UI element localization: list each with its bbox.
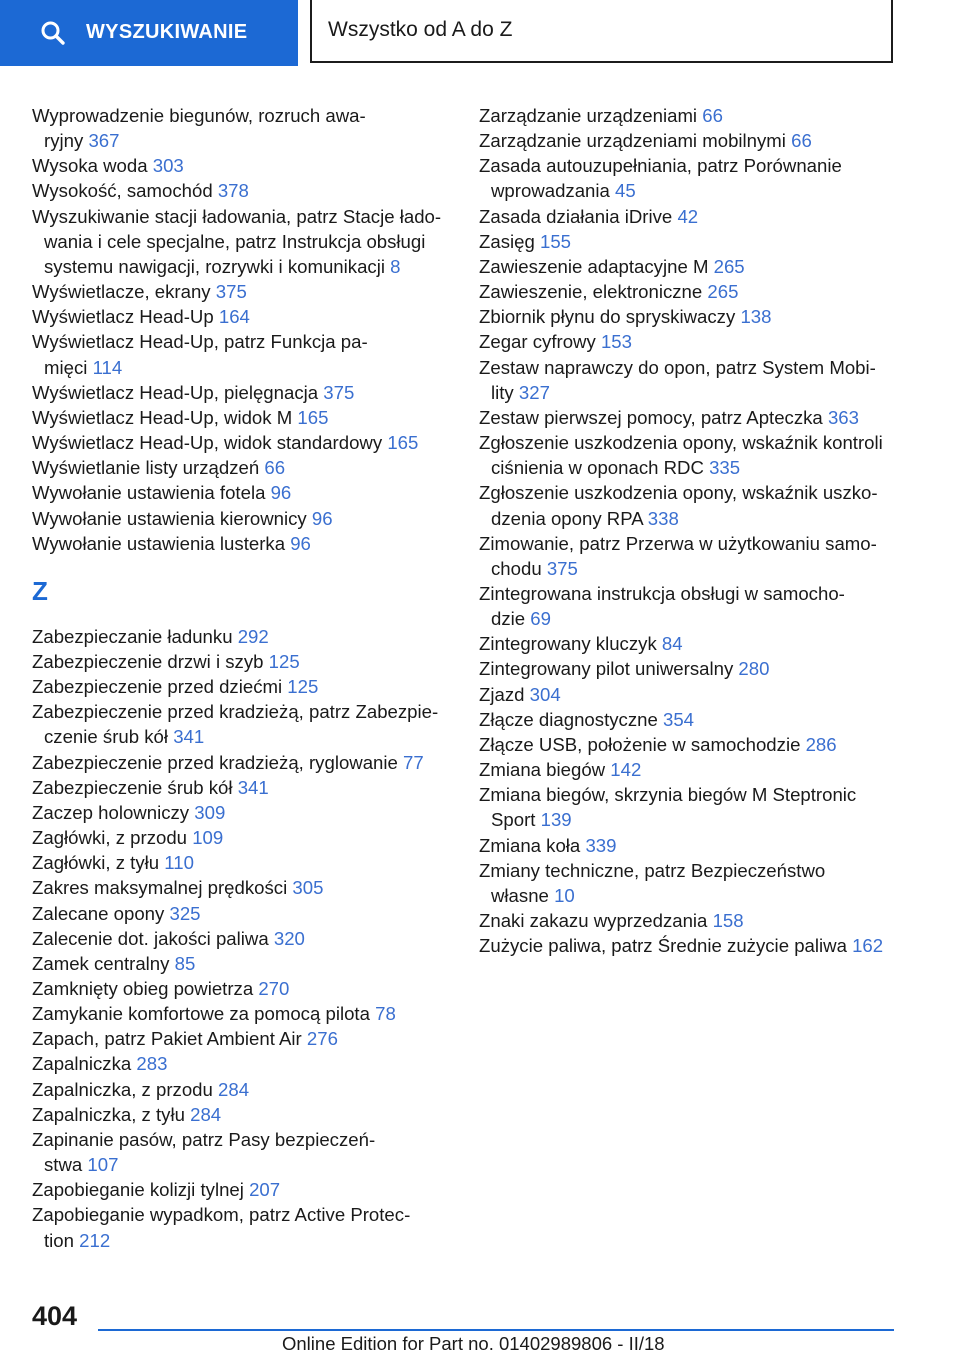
index-entry-text: Zawieszenie, elektroniczne — [479, 281, 703, 303]
page-reference-link[interactable]: 367 — [88, 130, 120, 152]
index-entry — [479, 128, 899, 153]
index-entry — [32, 750, 450, 775]
index-entry-text: Wyświetlacz Head-Up, widok M — [32, 406, 293, 428]
index-entry-text: tion — [44, 1229, 74, 1251]
index-entry-text: Zabezpieczanie ładunku — [32, 625, 233, 647]
index-entry — [479, 908, 899, 933]
index-entry-text: Wyświetlacz Head-Up, widok standardowy — [32, 432, 383, 454]
page-reference-link[interactable]: 207 — [249, 1179, 281, 1201]
index-entry — [32, 1026, 450, 1051]
page-reference-link[interactable]: 66 — [791, 130, 812, 152]
index-entry-text: Znaki zakazu wyprzedzania — [479, 910, 708, 931]
page-reference-link[interactable]: 378 — [217, 180, 249, 202]
index-entry — [479, 581, 899, 631]
index-entry-text: Zarządzanie urządzeniami — [479, 105, 698, 126]
page-reference-link[interactable]: 77 — [403, 751, 424, 773]
index-entry — [479, 833, 899, 858]
index-entry-text: Zapobieganie kolizji tylnej — [32, 1179, 244, 1201]
index-entry — [479, 858, 899, 908]
page-reference-link[interactable]: 280 — [738, 658, 770, 680]
index-entry-text: Wyświetlacz Head-Up — [32, 306, 214, 328]
page-reference-link[interactable]: 153 — [600, 331, 632, 353]
index-entry — [32, 1202, 450, 1252]
index-entry-text: Zgłoszenie uszkodzenia opony, wskaźnik kontroli — [479, 432, 883, 454]
page-reference-link[interactable]: 327 — [518, 381, 550, 403]
index-entry — [32, 976, 450, 1001]
index-entry-text: stwa — [44, 1154, 83, 1176]
index-entry-text: Zasada autouzupełniania, patrz Porównanie — [479, 155, 842, 177]
page-reference-link[interactable]: 66 — [702, 105, 723, 126]
page-reference-link[interactable]: 320 — [273, 927, 305, 949]
page-reference-link[interactable]: 341 — [237, 776, 269, 798]
page-reference-link[interactable]: 265 — [713, 255, 745, 277]
index-entry-text: Zawieszenie adaptacyjne M — [479, 255, 709, 277]
page-reference-link[interactable]: 114 — [92, 356, 123, 378]
index-entry-text: systemu nawigacji, rozrywki i komunikacji — [44, 255, 385, 277]
index-entry — [32, 775, 450, 800]
index-entry-text: Wywołanie ustawienia kierownicy — [32, 507, 307, 529]
index-entry-text: Zagłówki, z przodu — [32, 827, 188, 849]
index-entry-text: Zarządzanie urządzeniami mobilnymi — [479, 130, 786, 152]
index-entry — [32, 951, 450, 976]
footer-divider — [98, 1329, 894, 1331]
index-entry-text: Zapalniczka, z tyłu — [32, 1103, 185, 1125]
page-reference-link[interactable]: 164 — [218, 306, 250, 328]
index-entry-text: Zapalniczka, z przodu — [32, 1078, 213, 1100]
page-reference-link[interactable]: 283 — [136, 1053, 168, 1075]
index-entry — [479, 682, 899, 707]
index-entry — [32, 204, 450, 279]
page-reference-link[interactable]: 305 — [292, 877, 324, 899]
top-navigation-bar — [0, 0, 960, 66]
tab-all-a-to-z[interactable] — [310, 0, 893, 63]
page-reference-link[interactable]: 165 — [297, 406, 329, 428]
index-entry — [32, 699, 450, 749]
page-reference-link[interactable]: 284 — [190, 1103, 222, 1125]
index-entry — [32, 825, 450, 850]
page-reference-link[interactable]: 155 — [539, 230, 572, 252]
index-entry-text: Zabezpieczenie drzwi i szyb — [32, 650, 264, 672]
page-reference-link[interactable]: 42 — [677, 205, 699, 227]
page-reference-link[interactable]: 363 — [827, 406, 859, 428]
index-entry — [479, 656, 899, 681]
index-entry-text: Zmiany techniczne, patrz Bezpieczeństwo — [479, 859, 826, 881]
index-entry — [479, 430, 899, 480]
page-reference-link[interactable]: 10 — [554, 884, 575, 906]
index-entry — [479, 405, 899, 430]
index-entry — [479, 103, 899, 128]
index-entry — [32, 1051, 450, 1076]
index-entry-text: Zasada działania iDrive — [479, 205, 673, 227]
index-entry-text: Zamek centralny — [32, 952, 170, 974]
index-entry-text: Zbiornik płynu do spryskiwaczy — [479, 306, 736, 328]
index-entry — [32, 1077, 450, 1102]
index-entry — [479, 707, 899, 732]
index-entry-text: Zaczep holowniczy — [32, 801, 190, 823]
index-entry — [479, 279, 899, 304]
index-entry-text: wprowadzania — [491, 180, 610, 202]
page-reference-link[interactable]: 162 — [852, 935, 884, 957]
index-entry-text: Zmiana biegów — [479, 759, 606, 781]
index-entry-text: Wyświetlacz Head-Up, patrz Funkcja pa- — [32, 331, 368, 353]
index-entry — [479, 631, 899, 656]
index-entry-text: wania i cele specjalne, patrz Instrukcja obsługi — [44, 230, 426, 252]
page-reference-link[interactable]: 265 — [707, 281, 739, 303]
page-reference-link[interactable]: 212 — [79, 1229, 111, 1251]
index-entry — [32, 405, 450, 430]
index-entry-text: Zmiana koła — [479, 834, 581, 856]
index-entry-text: Zakres maksymalnej prędkości — [32, 877, 288, 899]
index-entry-text: dzenia opony RPA — [491, 507, 643, 529]
index-entry-text: Zalecane opony — [32, 902, 165, 924]
index-entry — [479, 480, 899, 530]
index-entry-text: lity — [491, 381, 514, 403]
page-reference-link[interactable]: 85 — [174, 952, 196, 974]
search-button[interactable] — [0, 0, 298, 66]
index-entry-text: Zapach, patrz Pakiet Ambient Air — [32, 1028, 302, 1050]
index-entry-text: czenie śrub kół — [44, 726, 169, 748]
page-reference-link[interactable]: 84 — [661, 633, 683, 655]
index-entry-text: Wyprowadzenie biegunów, rozruch awa- — [32, 105, 366, 126]
index-entry — [32, 926, 450, 951]
page-reference-link[interactable]: 142 — [610, 759, 642, 781]
index-entry-text: Zapobieganie wypadkom, patrz Active Protec- — [32, 1204, 411, 1226]
index-entry-text: Wysoka woda — [32, 155, 148, 177]
index-entry — [479, 782, 899, 832]
index-column-left — [32, 103, 450, 1253]
index-entry — [32, 1127, 450, 1177]
page-reference-link[interactable]: 375 — [323, 381, 355, 403]
index-entry — [32, 480, 450, 505]
search-icon — [40, 20, 66, 46]
page-reference-link[interactable]: 96 — [290, 532, 311, 554]
index-entry — [479, 153, 899, 203]
page-reference-link[interactable]: 286 — [805, 733, 837, 755]
index-entry-text: Zasięg — [479, 230, 535, 252]
index-entry — [479, 757, 899, 782]
page-reference-link[interactable]: 276 — [306, 1028, 338, 1050]
index-entry — [32, 875, 450, 900]
page-reference-link[interactable]: 138 — [740, 306, 772, 328]
index-entry — [32, 1177, 450, 1202]
page-reference-link[interactable]: 109 — [192, 827, 224, 849]
index-entry — [479, 355, 899, 405]
page-reference-link[interactable]: 66 — [264, 457, 286, 479]
page-reference-link[interactable]: 375 — [215, 281, 247, 303]
index-entry — [32, 103, 450, 153]
index-entry-text: Zegar cyfrowy — [479, 331, 596, 353]
index-entry-text: Wysokość, samochód — [32, 180, 213, 202]
page-reference-link[interactable]: 125 — [268, 650, 300, 672]
page-reference-link[interactable]: 335 — [709, 457, 741, 479]
index-entry-text: Złącze diagnostyczne — [479, 708, 658, 730]
index-entry-text: ciśnienia w oponach RDC — [491, 457, 704, 479]
index-section-letter: Z — [32, 575, 48, 606]
page-reference-link[interactable]: 303 — [152, 155, 184, 177]
index-entry — [32, 901, 450, 926]
index-entry — [479, 329, 899, 354]
index-entry — [32, 279, 450, 304]
page-reference-link[interactable]: 292 — [237, 625, 269, 647]
index-entry — [32, 850, 450, 875]
index-entry-text: Zabezpieczenie śrub kół — [32, 776, 233, 798]
index-entry-text: Zużycie paliwa, patrz Średnie zużycie paliwa — [479, 935, 847, 957]
index-entry-text: chodu — [491, 557, 542, 579]
page-reference-link[interactable]: 354 — [662, 708, 695, 730]
index-entry — [32, 430, 450, 455]
index-entry-text: dzie — [491, 608, 526, 630]
index-entry — [32, 153, 450, 178]
index-entry — [32, 304, 450, 329]
index-entry-text: Zabezpieczenie przed kradzieżą, ryglowanie — [32, 751, 398, 773]
index-entry — [32, 1001, 450, 1026]
index-entry-text: Wywołanie ustawienia fotela — [32, 482, 266, 504]
page-reference-link[interactable]: 309 — [194, 801, 226, 823]
index-entry — [32, 800, 450, 825]
index-entry-text: Zapalniczka — [32, 1053, 132, 1075]
page-reference-link[interactable]: 375 — [546, 557, 578, 579]
page-reference-link[interactable]: 304 — [529, 683, 561, 705]
page-reference-link[interactable]: 8 — [390, 255, 401, 277]
index-entry — [32, 649, 450, 674]
index-entry — [479, 304, 899, 329]
page-number: 404 — [32, 1301, 78, 1331]
search-button-label: WYSZUKIWANIE — [86, 21, 248, 43]
page-reference-link[interactable]: 339 — [585, 834, 617, 856]
page-reference-link[interactable]: 325 — [169, 902, 201, 924]
index-entry-text: Zintegrowany pilot uniwersalny — [479, 658, 734, 680]
page-reference-link[interactable]: 96 — [311, 507, 333, 529]
page-reference-link[interactable]: 341 — [173, 726, 205, 748]
index-entry — [32, 531, 450, 556]
index-entry-text: Wywołanie ustawienia lusterka — [32, 532, 286, 554]
index-entry-text: Zestaw naprawczy do opon, patrz System Mobi- — [479, 356, 876, 378]
index-entry — [479, 254, 899, 279]
index-entry-text: Zintegrowana instrukcja obsługi w samocho- — [479, 582, 845, 604]
page-reference-link[interactable]: 107 — [87, 1154, 119, 1176]
page-reference-link[interactable]: 110 — [164, 852, 194, 874]
page-reference-link[interactable]: 125 — [287, 676, 319, 698]
index-entry — [32, 380, 450, 405]
index-entry-text: Zimowanie, patrz Przerwa w użytkowaniu samo- — [479, 532, 877, 554]
page-reference-link[interactable]: 96 — [270, 482, 292, 504]
index-entry-text: Wyświetlacz Head-Up, pielęgnacja — [32, 381, 319, 403]
index-entry-text: Zalecenie dot. jakości paliwa — [32, 927, 269, 949]
page-reference-link[interactable]: 338 — [647, 507, 679, 529]
index-entry — [479, 229, 899, 254]
index-entry-text: Złącze USB, położenie w samochodzie — [479, 733, 801, 755]
index-entry-text: Zagłówki, z tyłu — [32, 852, 160, 874]
index-entry — [479, 204, 899, 229]
page-reference-link[interactable]: 158 — [712, 910, 744, 931]
page-reference-link[interactable]: 139 — [540, 809, 572, 831]
index-entry-text: Zjazd — [479, 683, 525, 705]
index-column-right — [479, 103, 899, 958]
index-entry-text: Sport — [491, 809, 536, 831]
index-entry — [32, 1102, 450, 1127]
index-entry-text: Zamykanie komfortowe za pomocą pilota — [32, 1003, 370, 1025]
index-entry-text: ryjny — [44, 130, 84, 152]
index-entry — [32, 674, 450, 699]
page-reference-link[interactable]: 284 — [218, 1078, 250, 1100]
index-entry-text: Zintegrowany kluczyk — [479, 633, 657, 655]
index-entry — [479, 531, 899, 581]
index-entry-text: Zmiana biegów, skrzynia biegów M Steptronic — [479, 784, 857, 806]
index-entry-text: Zabezpieczenie przed kradzieżą, patrz Zabezpie- — [32, 701, 439, 723]
index-entry-text: Zestaw pierwszej pomocy, patrz Apteczka — [479, 406, 823, 428]
index-entry-text: Wyświetlacze, ekrany — [32, 281, 211, 303]
footer-edition-text: Online Edition for Part no. 01402989806 - II/18 — [282, 1333, 665, 1354]
index-entry-text: Wyszukiwanie stacji ładowania, patrz Stacje łado- — [32, 205, 442, 227]
index-entry — [32, 178, 450, 203]
page-reference-link[interactable]: 165 — [387, 432, 419, 454]
index-entry-text: Zabezpieczenie przed dziećmi — [32, 676, 283, 698]
index-entry — [32, 329, 450, 379]
index-entry-text: Zgłoszenie uszkodzenia opony, wskaźnik uszko- — [479, 482, 878, 504]
index-entry-text: Zapinanie pasów, patrz Pasy bezpieczeń- — [32, 1128, 376, 1150]
index-entry-text: Wyświetlanie listy urządzeń — [32, 457, 260, 479]
page-reference-link[interactable]: 270 — [258, 978, 290, 999]
index-entry-text: mięci — [44, 356, 88, 378]
page-reference-link[interactable]: 69 — [530, 608, 551, 630]
page-reference-link[interactable]: 45 — [615, 180, 636, 202]
index-entry — [479, 732, 899, 757]
index-entry-text: Zamknięty obieg powietrza — [32, 978, 254, 999]
index-entry — [479, 933, 899, 958]
page-reference-link[interactable]: 78 — [375, 1003, 396, 1025]
index-entry — [32, 506, 450, 531]
index-entry — [32, 455, 450, 480]
tab-all-a-to-z-label: Wszystko od A do Z — [328, 18, 513, 41]
index-entry — [32, 624, 450, 649]
index-entry-text: własne — [491, 884, 549, 906]
